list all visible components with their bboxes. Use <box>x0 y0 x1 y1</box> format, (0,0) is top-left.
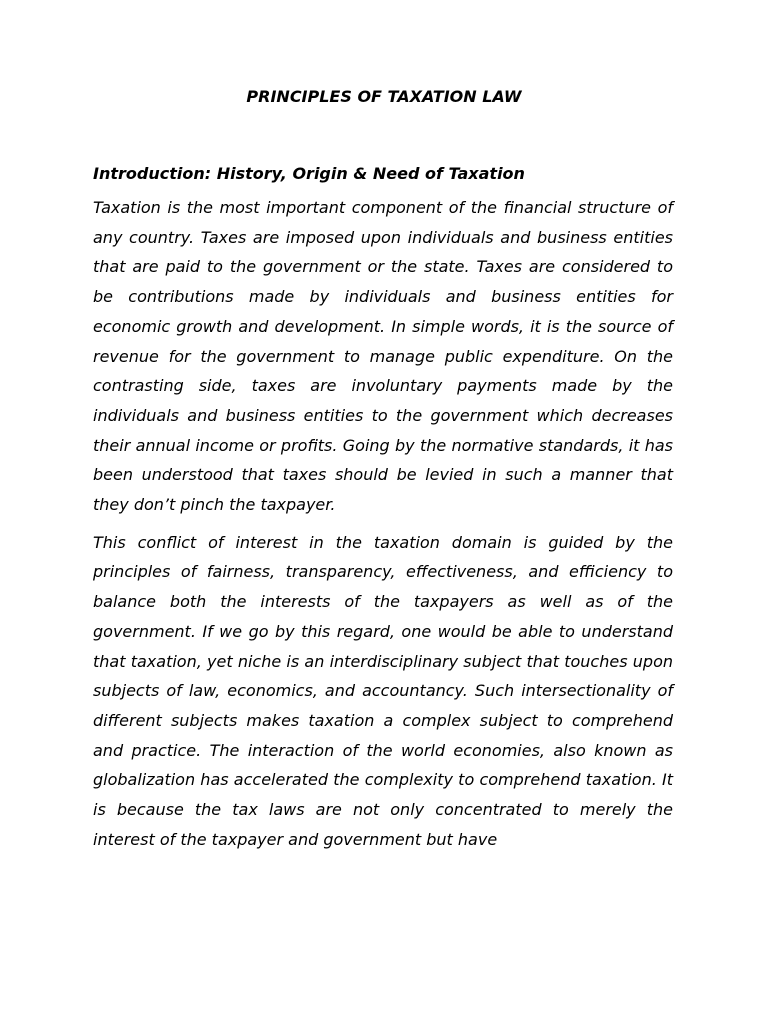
paragraph: This conflict of interest in the taxation domain is guided by the principles of fairness, transparency, effectiveness, and efficiency to balance both the interests of the taxpayers as well as of the government. If we go by this regard, one would be able to understand that taxation, yet niche is an interdisciplinary subject that touches upon subjects of law, economics, and accountancy. Such intersectionality of different subjects makes taxation a complex subject to comprehend and practice. The interaction of the world economies, also known as globalization has accelerated the complexity to comprehend taxation. It is because the tax laws are not only concentrated to merely the interest of the taxpayer and government but have <box>93 532 673 849</box>
document-title: PRINCIPLES OF TAXATION LAW <box>246 87 522 106</box>
paragraph: Taxation is the most important component of the financial structure of any country. Taxes are imposed upon individuals and business entities that are paid to the government or the state. Taxes are considered to be contributions made by individuals and business entities for economic growth and development. In simple words, it is the source of revenue for the government to manage public expenditure. On the contrasting side, taxes are involuntary payments made by the individuals and business entities to the government which decreases their annual income or profits. Going by the normative standards, it has been understood that taxes should be levied in such a manner that they don’t pinch the taxpayer. <box>93 198 673 515</box>
document-body <box>93 163 673 862</box>
section-heading: Introduction: History, Origin & Need of Taxation <box>93 164 525 183</box>
